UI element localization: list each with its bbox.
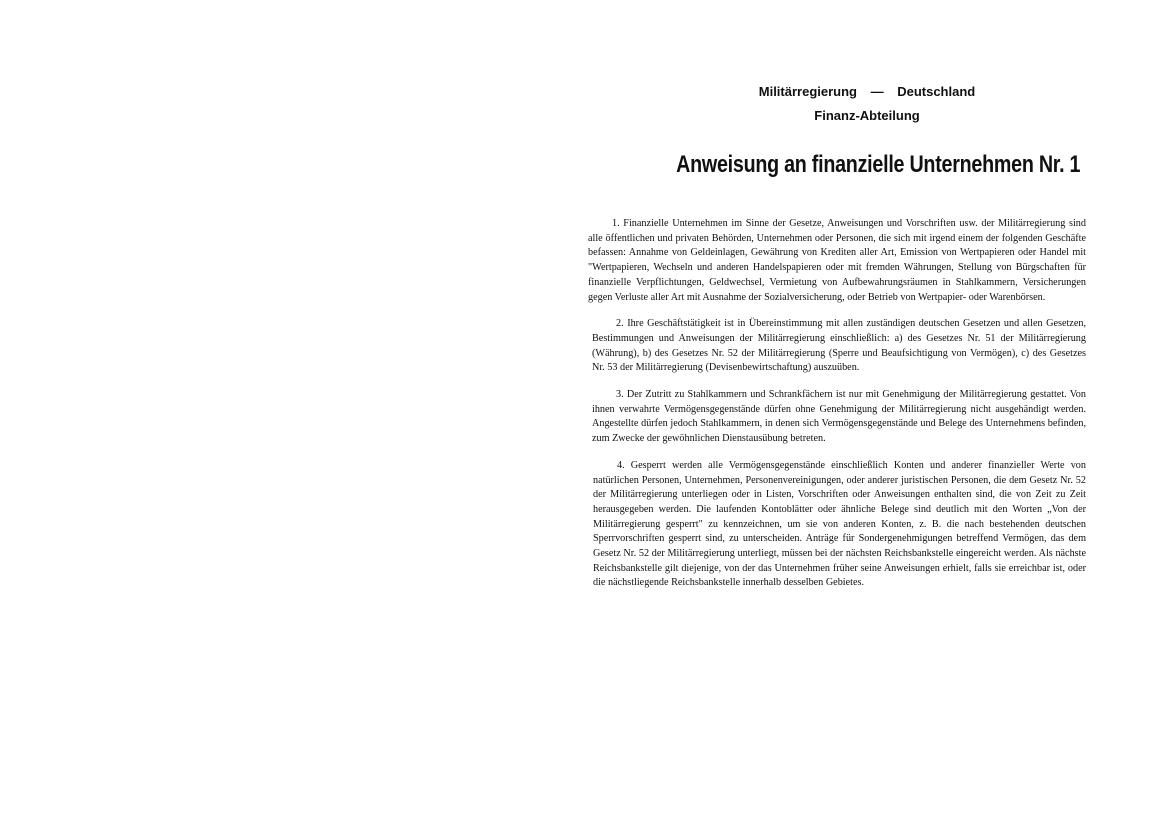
paragraph-1: 1. Finanzielle Unternehmen im Sinne der Gesetze, Anweisungen und Vorschriften usw. der Militärregierung sind alle öffentlichen und privaten Behörden, Unternehmen oder Personen, die sich mit irgend einem der folgenden Geschäfte befassen: Annahme von Geldeinlagen, Gewährung von Krediten aller Art, Emission von Wertpapieren oder Handel mit "Wertpapieren, Wechseln und anderen Handelspapieren oder mit fremden Währungen, Stellung von Bürgschaften für finanzielle Verpflichtungen, Geldwechsel, Vermietung von Aufbewahrungsräumen in Stahlkammern, Versicherungen gegen Verluste aller Art mit Ausnahme der Sozialversicherung, oder Betrieb von Wertpapier- oder Warenbörsen.: [588, 218, 1086, 303]
document-title: Anweisung an finanzielle Unternehmen Nr. 1: [676, 151, 1081, 178]
document-page: [588, 83, 1086, 603]
department-heading: Finanz-Abteilung: [814, 108, 920, 123]
authority-heading: Militärregierung — Deutschland: [758, 84, 976, 99]
paragraph-4: 4. Gesperrt werden alle Vermögensgegenstände einschließlich Konten und anderer finanzieller Werte von natürlichen Personen, Unternehmen, Personenvereinigungen, oder anderer juristischen Personen, die dem Gesetz Nr. 52 der Militärregierung unterliegen oder in Listen, Vorschriften oder Anweisungen enthalten sind, die von Zeit zu Zeit herausgegeben werden. Die laufenden Kontoblätter oder ähnliche Belege sind deutlich mit den Worten „Von der Militärregierung gesperrt" zu kennzeichnen, um sie von anderen Konten, z. B. die nach bestehenden deutschen Sperrvorschriften gesperrt sind, zu unterscheiden. Anträge für Sondergenehmigungen betreffend Vermögen, das dem Gesetz Nr. 52 der Militärregierung unterliegt, müssen bei der nächsten Reichsbankstelle eingereicht werden. Als nächste Reichsbankstelle gilt diejenige, von der das Unternehmen früher seine Anweisungen erhielt, falls sie erreichbar ist, oder die nächstliegende Reichsbankstelle innerhalb desselben Gebietes.: [593, 459, 1086, 589]
paragraph-2: 2. Ihre Geschäftstätigkeit ist in Übereinstimmung mit allen zuständigen deutschen Gesetzen und allen Gesetzen, Bestimmungen und Anweisungen der Militärregierung einschließlich: a) des Gesetzes Nr. 51 der Militärregierung (Währung), b) des Gesetzes Nr. 52 der Militärregierung (Sperre und Beaufsichtigung von Vermögen), c) des Gesetzes Nr. 53 der Militärregierung (Devisenbewirtschaftung) auszuüben.: [592, 318, 1086, 374]
paragraph-3: 3. Der Zutritt zu Stahlkammern und Schrankfächern ist nur mit Genehmigung der Militärregierung gestattet. Von ihnen verwahrte Vermögensgegenstände dürfen ohne Genehmigung der Militärregierung nicht ausgehändigt werden. Angestellte dürfen jedoch Stahlkammern, in denen sich Vermögensgegenstände und Belege des Unternehmens befinden, zum Zwecke der gewöhnlichen Dienstausübung betreten.: [592, 389, 1086, 445]
document-body: [588, 217, 1086, 591]
